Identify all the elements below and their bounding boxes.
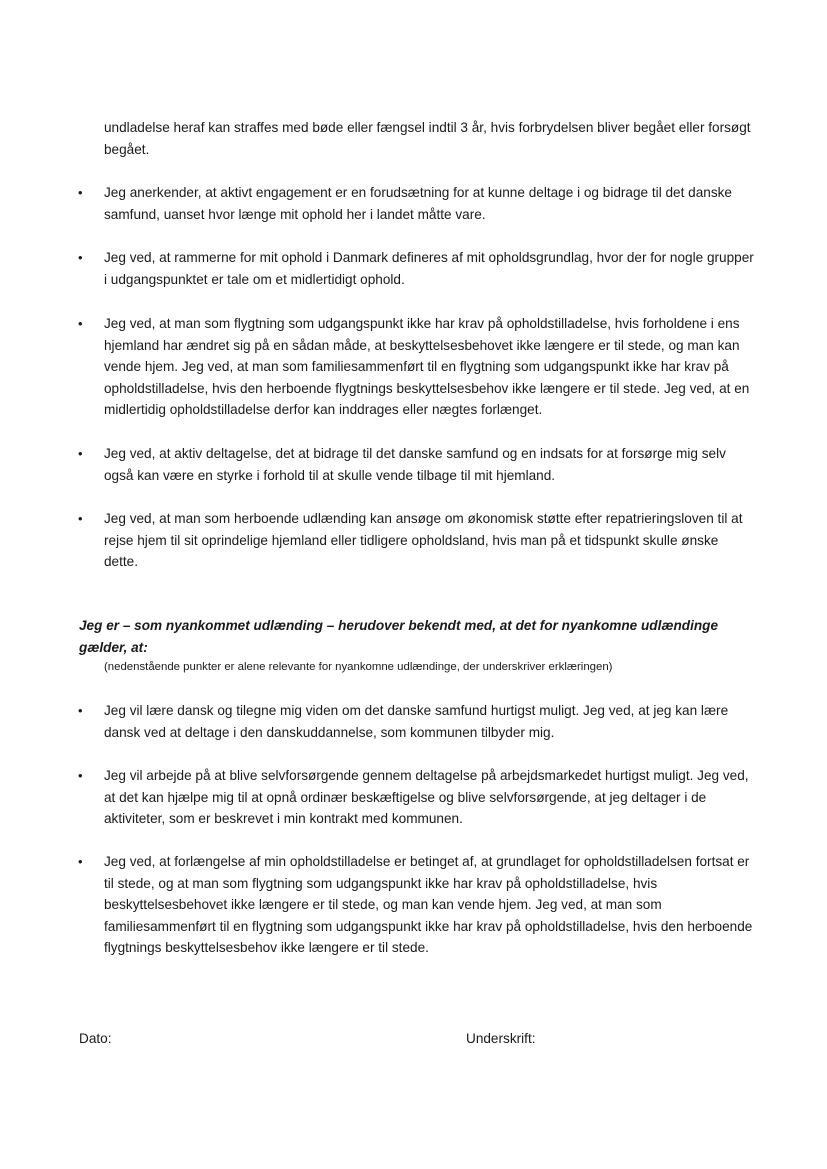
bullet-marker: • (78, 703, 83, 718)
list-item: Jeg ved, at man som flygtning som udgangspunkt ikke har krav på opholdstilladelse, hvis forholdene i ens hjemland har ændret sig på en sådan måde, at beskyttelsesbehovet ikke længere er til stede, og man kan vende hjem. Jeg ved, at man som familiesammenført til en flygtning som udgangspunkt ikke har krav på opholdstilladelse, hvis den herboende flygtnings beskyttelsesbehov ikke længere er til stede. Jeg ved, at en midlertidig opholdstilladelse derfor kan inddrages eller nægtes forlænget. (104, 316, 750, 418)
bullet-marker: • (78, 768, 83, 783)
bullet-marker: • (78, 316, 83, 331)
list-item: Jeg ved, at forlængelse af min opholdstilladelse er betinget af, at grundlaget for opholdstilladelsen fortsat er til stede, og at man som flygtning som udgangspunkt ikke har krav på opholdstilladelse, hvis beskyttelsesbehovet ikke længere er til stede, og man kan vende hjem. Jeg ved, at man som familiesammenført til en flygtning som udgangspunkt ikke har krav på opholdstilladelse, hvis den herboende flygtnings beskyttelsesbehov ikke længere er til stede. (104, 854, 753, 956)
intro-continuation: undladelse heraf kan straffes med bøde eller fængsel indtil 3 år, hvis forbrydelsen bliver begået eller forsøgt begået. (104, 120, 751, 157)
bullet-marker: • (78, 511, 83, 526)
newcomer-heading: Jeg er – som nyankommet udlænding – herudover bekendt med, at det for nyankomne udlændinge gælder, at: (79, 618, 719, 655)
bullet-marker: • (78, 250, 83, 265)
list-item: Jeg vil arbejde på at blive selvforsørgende gennem deltagelse på arbejdsmarkedet hurtigst muligt. Jeg ved, at det kan hjælpe mig til at opnå ordinær beskæftigelse og blive selvforsørgende, at jeg deltager i de aktiviteter, som er beskrevet i min kontrakt med kommunen. (104, 768, 749, 827)
signature-label: Underskrift: (466, 1031, 536, 1046)
list-item: Jeg anerkender, at aktivt engagement er en forudsætning for at kunne deltage i og bidrage til det danske samfund, uanset hvor længe mit ophold her i landet måtte vare. (104, 185, 732, 222)
list-item: Jeg ved, at man som herboende udlænding kan ansøge om økonomisk støtte efter repatrieringsloven til at rejse hjem til sit oprindelige hjemland eller tidligere opholdsland, hvis man på et tidspunkt skulle ønske dette. (104, 511, 743, 570)
bullet-marker: • (78, 854, 83, 869)
newcomer-note: (nedenstående punkter er alene relevante for nyankomne udlændinge, der underskriver erklæringen) (104, 661, 613, 673)
list-item: Jeg ved, at rammerne for mit ophold i Danmark defineres af mit opholdsgrundlag, hvor der for nogle grupper i udgangspunktet er tale om et midlertidigt ophold. (104, 250, 754, 287)
date-label: Dato: (79, 1031, 112, 1046)
list-item: Jeg vil lære dansk og tilegne mig viden om det danske samfund hurtigst muligt. Jeg ved, at jeg kan lære dansk ved at deltage i den danskuddannelse, som kommunen tilbyder mig. (104, 703, 729, 740)
bullet-marker: • (78, 185, 83, 200)
bullet-marker: • (78, 446, 83, 461)
list-item: Jeg ved, at aktiv deltagelse, det at bidrage til det danske samfund og en indsats for at forsørge mig selv også kan være en styrke i forhold til at skulle vende tilbage til mit hjemland. (104, 446, 726, 483)
